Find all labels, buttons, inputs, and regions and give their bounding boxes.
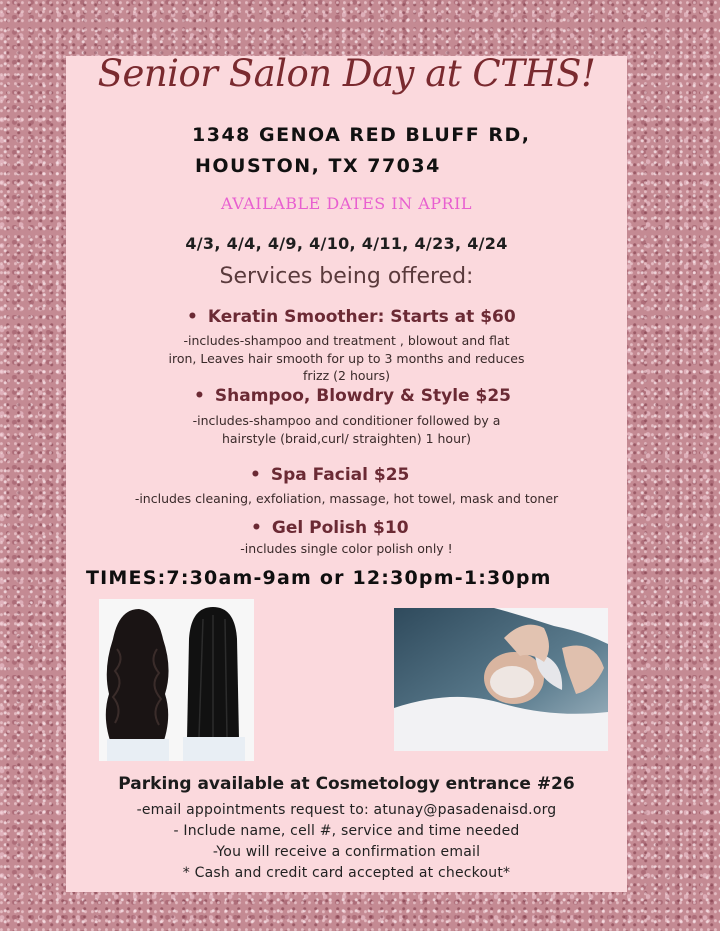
service-shampoo-desc <box>66 412 627 447</box>
parking-info: Parking available at Cosmetology entrance #26 <box>118 774 575 794</box>
address-line-1: 1348 GENOA RED BLUFF RD, <box>192 124 531 146</box>
service-keratin-name: • Keratin Smoother: Starts at $60 <box>187 307 516 327</box>
service-gel-desc <box>66 540 627 558</box>
desc-line: -includes-shampoo and treatment , blowout and flat <box>183 333 510 348</box>
spa-facial-photo <box>394 608 608 751</box>
bullet-icon: • <box>194 386 205 406</box>
hair-before-after-photo <box>99 599 254 761</box>
desc-line: hairstyle (braid,curl/ straighten) 1 hour) <box>221 430 472 446</box>
desc-line: iron, Leaves hair smooth for up to 3 months and reduces <box>168 350 525 366</box>
desc-line: -includes single color polish only ! <box>240 541 453 556</box>
available-dates-heading: AVAILABLE DATES IN APRIL <box>220 194 473 213</box>
include-instructions: - Include name, cell #, service and time needed <box>173 823 520 839</box>
desc-line: -includes cleaning, exfoliation, massage, hot towel, mask and toner <box>134 491 559 506</box>
dates-list: 4/3, 4/4, 4/9, 4/10, 4/11, 4/23, 4/24 <box>185 234 508 253</box>
desc-line: frizz (2 hours) <box>303 368 390 383</box>
address-line-2: HOUSTON, TX 77034 <box>195 155 441 177</box>
service-gel-name: • Gel Polish $10 <box>251 518 409 538</box>
service-facial-name: • Spa Facial $25 <box>250 465 410 485</box>
bullet-icon: • <box>251 518 262 538</box>
desc-line: -includes-shampoo and conditioner followed by a <box>192 413 501 428</box>
confirmation-note: -You will receive a confirmation email <box>212 844 481 860</box>
service-keratin-desc <box>66 332 627 385</box>
hair-image <box>99 599 254 761</box>
payment-note: * Cash and credit card accepted at checkout* <box>182 865 511 881</box>
bullet-icon: • <box>187 307 198 327</box>
facial-image <box>394 608 608 751</box>
flyer-panel <box>66 52 627 892</box>
bullet-icon: • <box>250 465 261 485</box>
service-shampoo-name: • Shampoo, Blowdry & Style $25 <box>194 386 511 406</box>
service-facial-desc <box>66 490 627 508</box>
flyer-title: Senior Salon Day at CTHS! <box>97 52 596 95</box>
times-heading: TIMES:7:30am-9am or 12:30pm-1:30pm <box>86 567 552 589</box>
email-instructions: -email appointments request to: atunay@pasadenaisd.org <box>136 802 557 818</box>
services-heading: Services being offered: <box>219 264 474 289</box>
